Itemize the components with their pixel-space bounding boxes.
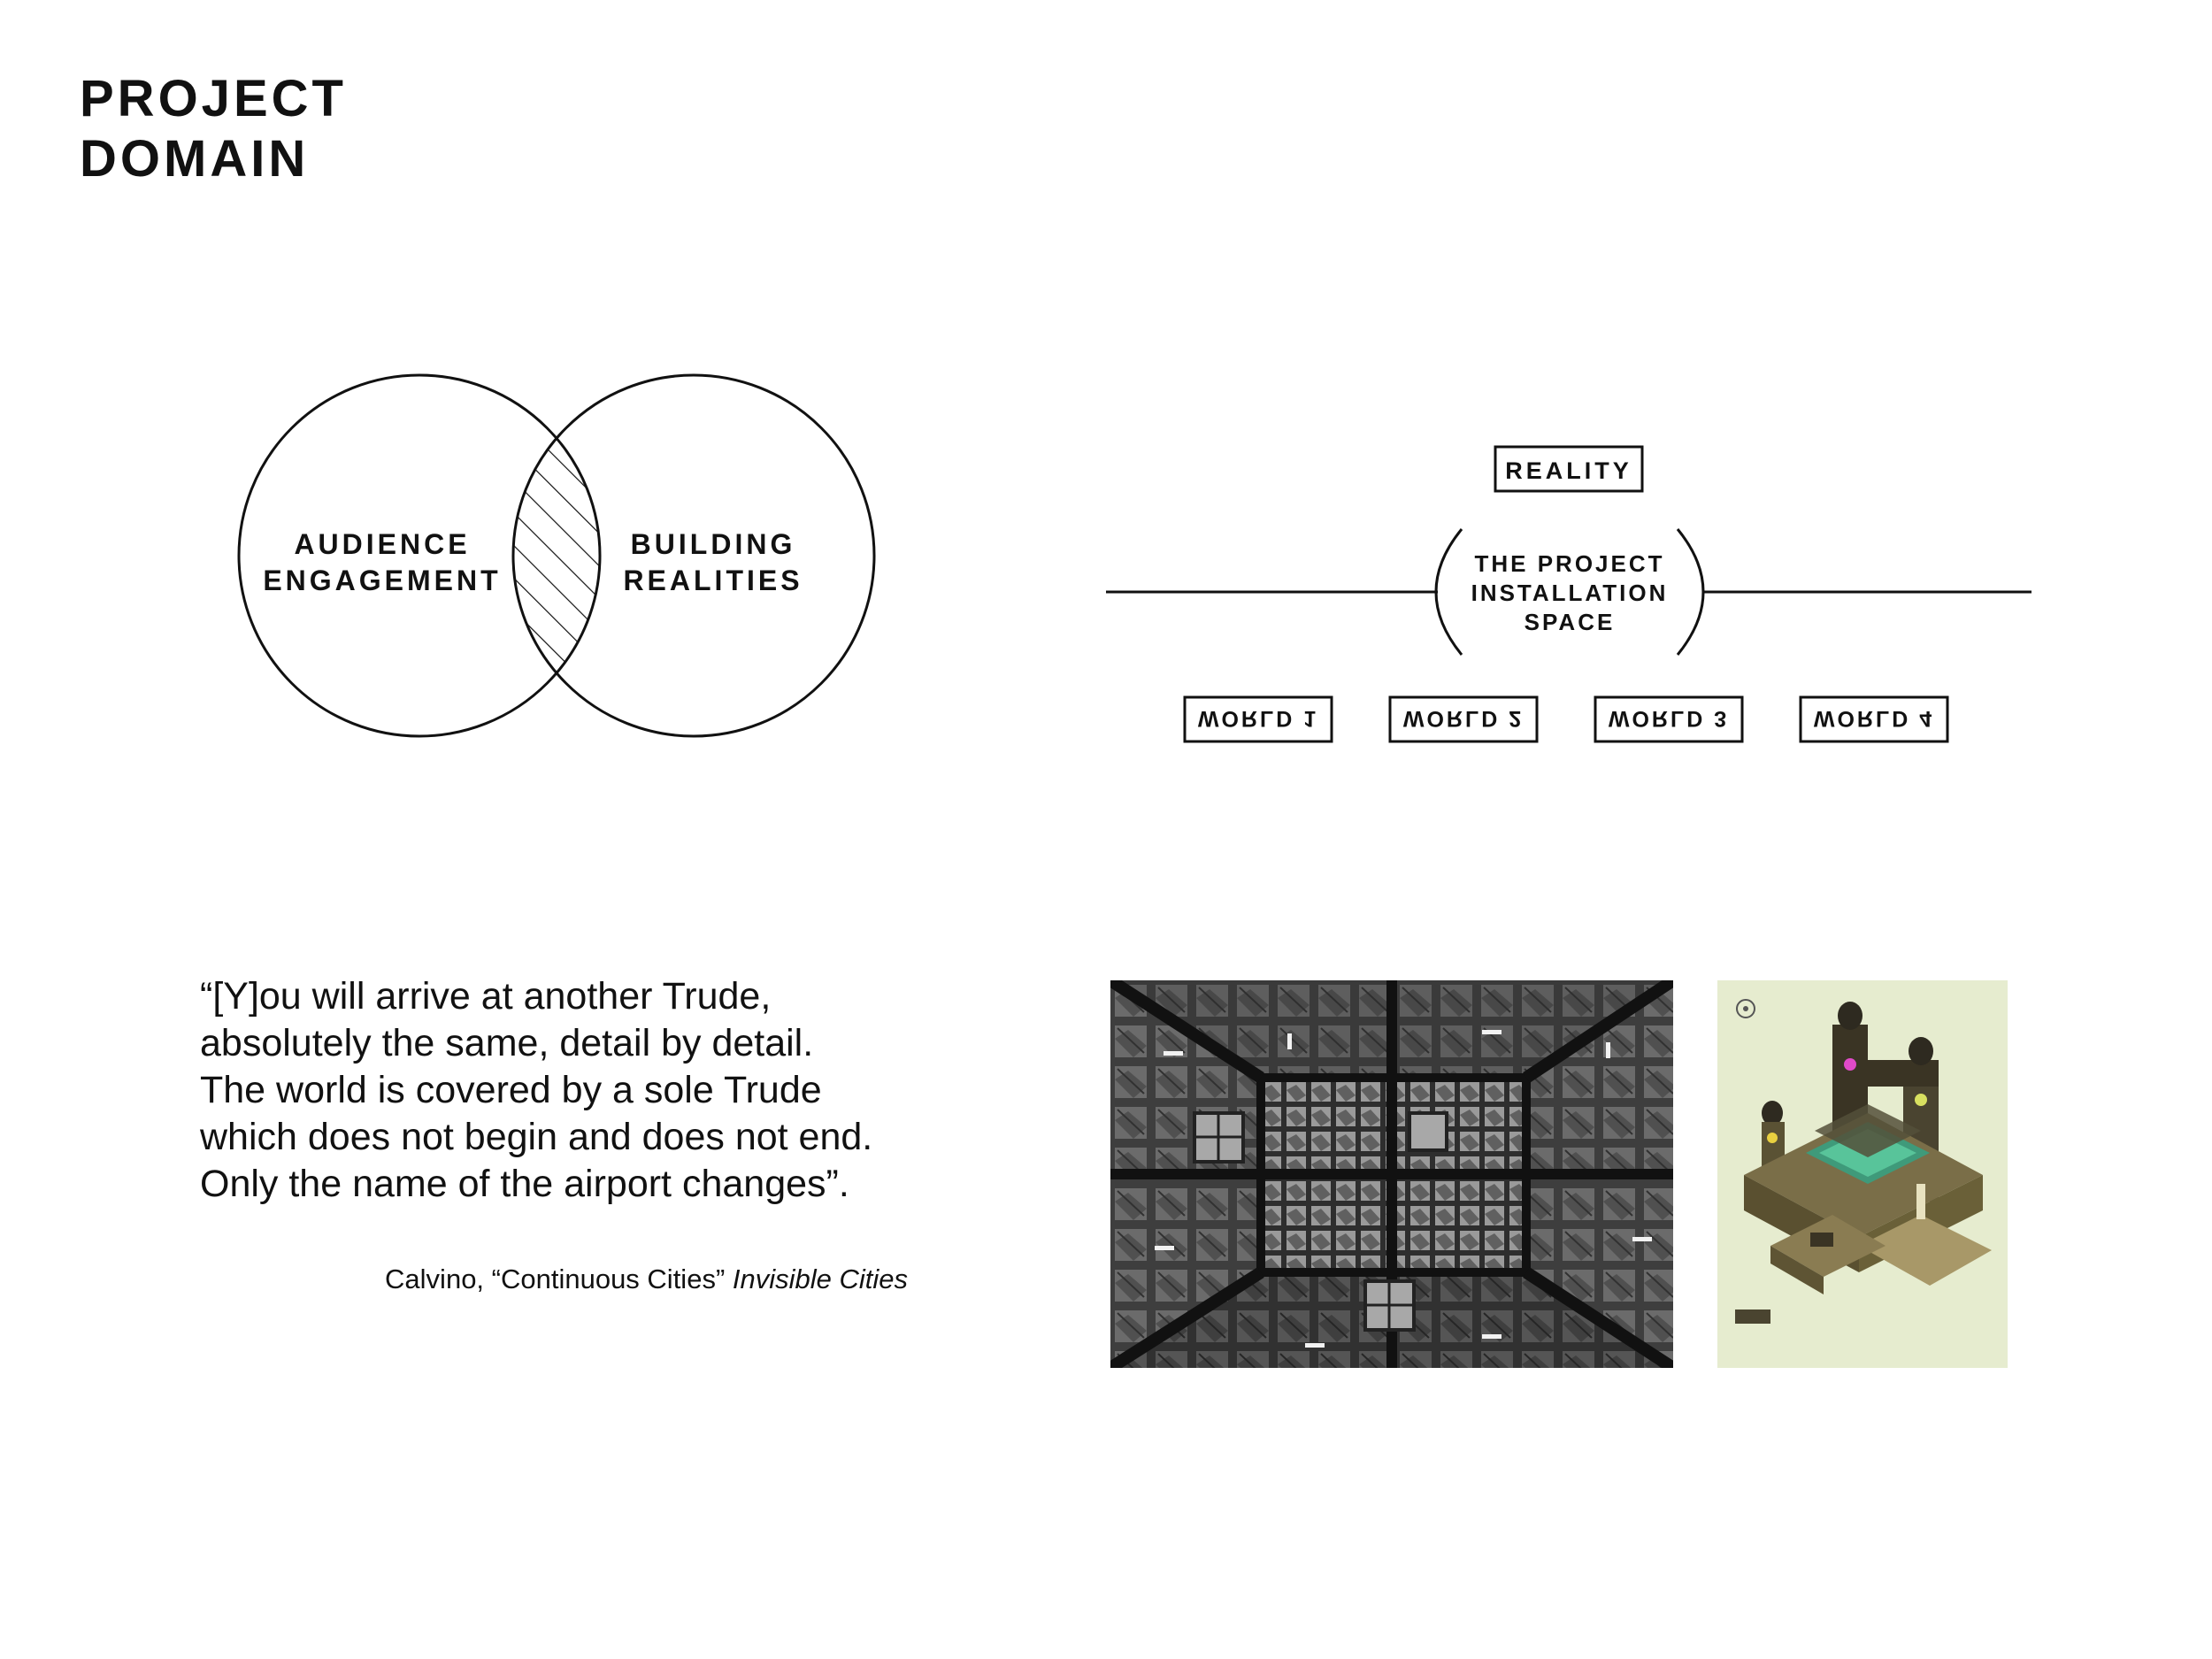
world-box-3-label: WORLD 3	[1608, 706, 1730, 731]
venn-left-label-line-1: AUDIENCE	[294, 528, 471, 560]
world-box-1	[1185, 697, 1332, 741]
isometric-game-photo	[1717, 980, 2008, 1368]
world-box-4-label: WORLD 4	[1813, 706, 1935, 731]
world-box-2-label: WORLD 2	[1402, 706, 1525, 731]
installation-label-line-3: SPACE	[1524, 609, 1616, 635]
installation-bracket-left	[1436, 529, 1462, 655]
isometric-game-illustration	[1717, 980, 2008, 1368]
quote-line-3: The world is covered by a sole Trude	[200, 1069, 822, 1111]
installation-label-line-2: INSTALLATION	[1471, 580, 1669, 606]
quote-line-5: Only the name of the airport changes”.	[200, 1163, 849, 1205]
venn-right-label-line-2: REALITIES	[623, 565, 803, 596]
venn-left-label-line-2: ENGAGEMENT	[263, 565, 502, 596]
installation-label-line-1: THE PROJECT	[1474, 550, 1665, 577]
cube-interior-photo	[1110, 980, 1673, 1368]
quote-citation	[200, 1263, 908, 1295]
reality-box-label: REALITY	[1505, 457, 1632, 484]
page-title-line-2: DOMAIN	[80, 130, 310, 188]
world-box-4	[1801, 697, 1947, 741]
quote-line-2: absolutely the same, detail by detail.	[200, 1022, 814, 1064]
reality-box	[1495, 447, 1642, 491]
page-title-line-1: PROJECT	[80, 70, 347, 127]
quote-line-1: “[Y]ou will arrive at another Trude,	[200, 975, 772, 1018]
citation-author: Calvino, “Continuous Cities”	[385, 1263, 733, 1294]
venn-right-label-line-1: BUILDING	[630, 528, 796, 560]
quote-line-4: which does not begin and does not end.	[200, 1116, 873, 1158]
calvino-quote	[200, 973, 996, 1208]
world-box-1-label: WORLD 1	[1197, 706, 1319, 731]
installation-bracket-right	[1678, 529, 1703, 655]
world-box-3	[1595, 697, 1742, 741]
citation-book-title: Invisible Cities	[732, 1263, 908, 1294]
world-box-2	[1390, 697, 1537, 741]
cube-interior-illustration	[1110, 980, 1673, 1368]
